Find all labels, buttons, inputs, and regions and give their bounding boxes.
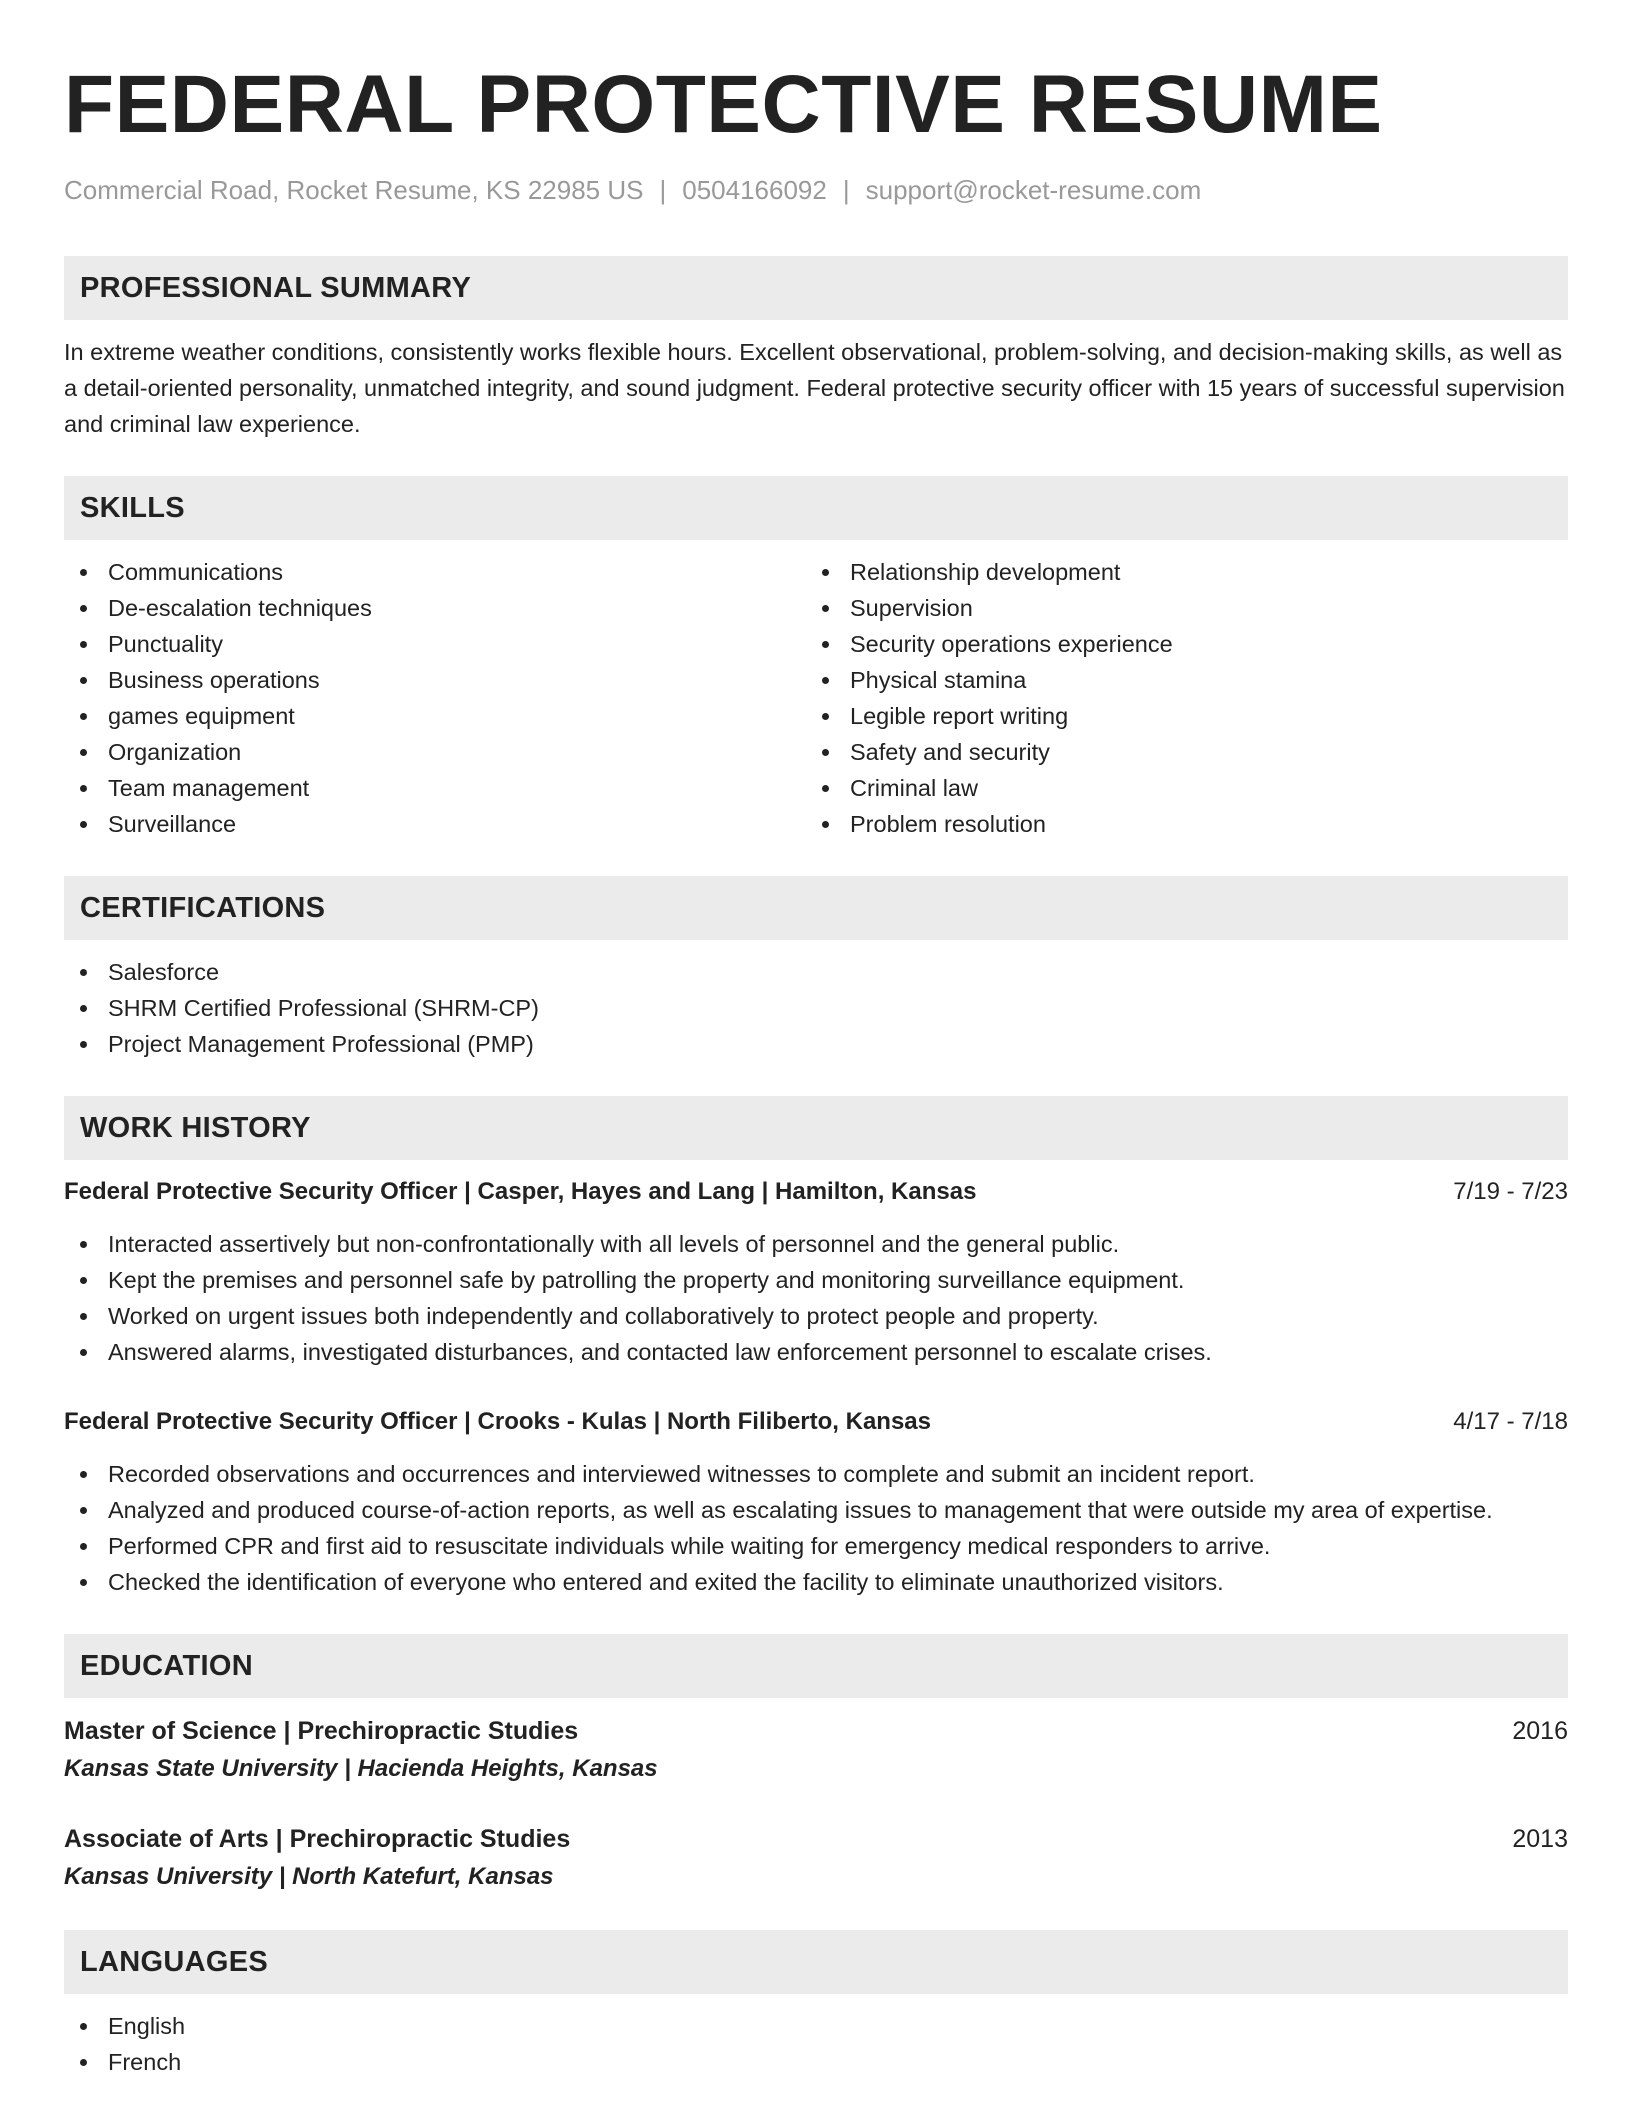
languages-list bbox=[64, 2008, 1568, 2080]
skill-item: Organization bbox=[64, 734, 806, 770]
language-item: French bbox=[64, 2044, 1568, 2080]
skill-item: Legible report writing bbox=[806, 698, 1548, 734]
skill-item: Problem resolution bbox=[806, 806, 1548, 842]
job-dates: 7/19 - 7/23 bbox=[1453, 1178, 1568, 1205]
skill-item: Security operations experience bbox=[806, 626, 1548, 662]
education-school: Kansas University | North Katefurt, Kansas bbox=[64, 1863, 554, 1890]
job-bullets bbox=[64, 1226, 1568, 1370]
education-header bbox=[64, 1820, 1568, 1858]
skill-item: Physical stamina bbox=[806, 662, 1548, 698]
skill-item: Punctuality bbox=[64, 626, 806, 662]
education-year: 2016 bbox=[1512, 1717, 1568, 1745]
certification-item: Project Management Professional (PMP) bbox=[64, 1026, 1568, 1062]
certifications-list bbox=[64, 954, 1568, 1062]
skill-item: Team management bbox=[64, 770, 806, 806]
education-entry bbox=[64, 1712, 1568, 1788]
education-school: Kansas State University | Hacienda Heights, Kansas bbox=[64, 1755, 658, 1782]
job-entry bbox=[64, 1404, 1568, 1600]
contact-email[interactable]: support@rocket-resume.com bbox=[865, 175, 1202, 205]
contact-separator: | bbox=[842, 175, 850, 205]
skill-item: Business operations bbox=[64, 662, 806, 698]
section-heading-languages: LANGUAGES bbox=[64, 1930, 1568, 1994]
section-heading-skills: SKILLS bbox=[64, 476, 1568, 540]
job-bullets bbox=[64, 1456, 1568, 1600]
job-entry bbox=[64, 1174, 1568, 1370]
summary-text: In extreme weather conditions, consistently works flexible hours. Excellent observational, problem-solving, and decision-making skills, as well as a detail-oriented personality, unmatched integrity, and sound judgment. Federal protective security officer with 15 years of successful supervision and criminal law experience. bbox=[64, 339, 1565, 437]
section-heading-work-history: WORK HISTORY bbox=[64, 1096, 1568, 1160]
job-header bbox=[64, 1404, 1568, 1440]
section-heading-certifications: CERTIFICATIONS bbox=[64, 876, 1568, 940]
education-year: 2013 bbox=[1512, 1825, 1568, 1853]
education-degree: Associate of Arts | Prechiropractic Studies bbox=[64, 1825, 571, 1853]
section-heading-education: EDUCATION bbox=[64, 1634, 1568, 1698]
certification-item: Salesforce bbox=[64, 954, 1568, 990]
section-heading-summary: PROFESSIONAL SUMMARY bbox=[64, 256, 1568, 320]
skill-item: games equipment bbox=[64, 698, 806, 734]
contact-address: Commercial Road, Rocket Resume, KS 22985 US bbox=[64, 175, 644, 205]
job-bullet: Recorded observations and occurrences and interviewed witnesses to complete and submit an incident report. bbox=[64, 1456, 1568, 1492]
skill-item: Criminal law bbox=[806, 770, 1548, 806]
skills-list-right bbox=[806, 554, 1548, 842]
job-bullet: Checked the identification of everyone who entered and exited the facility to eliminate unauthorized visitors. bbox=[64, 1564, 1568, 1600]
job-bullet: Kept the premises and personnel safe by patrolling the property and monitoring surveillance equipment. bbox=[64, 1262, 1568, 1298]
job-bullet: Answered alarms, investigated disturbances, and contacted law enforcement personnel to escalate crises. bbox=[64, 1334, 1568, 1370]
certification-item: SHRM Certified Professional (SHRM-CP) bbox=[64, 990, 1568, 1026]
contact-line bbox=[64, 174, 1568, 206]
skill-item: Communications bbox=[64, 554, 806, 590]
job-dates: 4/17 - 7/18 bbox=[1453, 1408, 1568, 1435]
skills-grid bbox=[64, 554, 1568, 842]
job-bullet: Interacted assertively but non-confrontationally with all levels of personnel and the general public. bbox=[64, 1226, 1568, 1262]
skill-item: Safety and security bbox=[806, 734, 1548, 770]
job-bullet: Performed CPR and first aid to resuscitate individuals while waiting for emergency medical responders to arrive. bbox=[64, 1528, 1568, 1564]
job-bullet: Worked on urgent issues both independently and collaboratively to protect people and property. bbox=[64, 1298, 1568, 1334]
skills-list-left bbox=[64, 554, 806, 842]
skill-item: Surveillance bbox=[64, 806, 806, 842]
job-header bbox=[64, 1174, 1568, 1210]
job-title: Federal Protective Security Officer | Casper, Hayes and Lang | Hamilton, Kansas bbox=[64, 1178, 977, 1205]
skill-item: Supervision bbox=[806, 590, 1548, 626]
education-degree: Master of Science | Prechiropractic Studies bbox=[64, 1717, 579, 1745]
job-bullet: Analyzed and produced course-of-action reports, as well as escalating issues to management that were outside my area of expertise. bbox=[64, 1492, 1568, 1528]
contact-phone: 0504166092 bbox=[682, 175, 827, 205]
contact-separator: | bbox=[659, 175, 667, 205]
education-entry bbox=[64, 1820, 1568, 1896]
language-item: English bbox=[64, 2008, 1568, 2044]
education-header bbox=[64, 1712, 1568, 1750]
job-title: Federal Protective Security Officer | Crooks - Kulas | North Filiberto, Kansas bbox=[64, 1408, 931, 1435]
skill-item: Relationship development bbox=[806, 554, 1548, 590]
skill-item: De-escalation techniques bbox=[64, 590, 806, 626]
resume-title: FEDERAL PROTECTIVE RESUME bbox=[64, 59, 1383, 150]
